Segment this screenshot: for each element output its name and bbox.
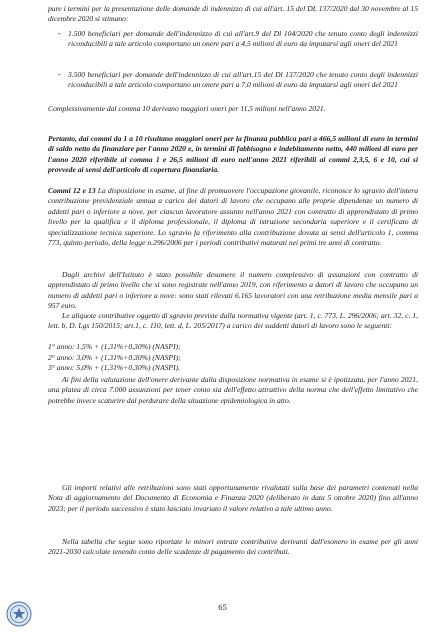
aliquota-anno-3: 3° anno: 5,0% + (1,31%+0,30%) (NASPI). bbox=[48, 363, 181, 372]
bullet-item-1: 1.500 beneficiari per domande dell'indennizzo di cui all'art.9 del Dl 104/2020 che tenuto conto degli indennizzi riconducibili a tale articolo comportano un onere pari a 4,5 milioni di euro da imputarsi agli oneri del 2021 bbox=[68, 29, 418, 49]
paragraph-intro: pure i termini per la presentazione delle domande di indennizzo di cui all'art. 15 del DL 137/2020 dal 30 novembre al 15 dicembre 2020 si stimano: bbox=[48, 4, 418, 24]
bullet-item-2: 3.500 beneficiari per domande dell'indennizzo di cui all'art.15 del Dl 137/2020 che tenuto conto degli indennizzi riconducibili a tale articolo comportano un onere pari a 7,0 milioni di euro da imputarsi agli oneri del 2021 bbox=[68, 70, 418, 90]
page-number: 65 bbox=[218, 602, 227, 612]
paragraph-tabella-intro: Nella tabella che segue sono riportate le minori entrate contributive derivanti dall'esonero in esame per gli anni 2021-2030 calcolate tenendo conto delle scadenze di pagamento dei contributi. bbox=[48, 537, 418, 557]
paragraph-total-comma-10: Complessivamente dal comma 10 derivano maggiori oneri per 11,5 milioni nell'anno 2021. bbox=[48, 104, 326, 113]
bullet-dash-2: - bbox=[58, 70, 61, 79]
aliquota-anno-1: 1° anno: 1,5% + (1,31%+0,30%) (NASPI); bbox=[48, 342, 181, 351]
paragraph-archivi: Dagli archivi dell'Istituto è stato possibile desumere il numero complessivo di assunzioni con contratto di apprendistato di primo livello che si sono registrate nell'anno 2019, con riferimento a datori di lavoro che occupano un numero di addetti pari o inferiore a nove: sono stati rilevati 6.165 lavoratori con una retribuzione media mensile pari a 957 euro. bbox=[48, 270, 418, 311]
paragraph-valutazione-onere: Ai fini della valutazione dell'onere derivante dalla disposizione normativa in esame si è ipotizzata, per l'anno 2021, una platea di circa 7.000 assunzioni per tener conto sia dell'effetto attrattivo della norma che dell'effetto limitativo che potrebbe invece scaturire dal perdurare della situazione epidemiologica in atto. bbox=[48, 375, 418, 405]
heading-commi-12-13: Commi 12 e 13 bbox=[48, 186, 96, 195]
paragraph-importi-retribuzioni: Gli importi relativi alle retribuzioni sono stati opportunamente rivalutati sulla base dei parametri contenuti nella Nota di aggiornamento del Documento di Economia e Finanza 2020 (deliberato in data 5 ottobre 2020) fino all'anno 2023; per il periodo successivo è stato lasciato invariato il valore relativo a tale ultimo anno. bbox=[48, 483, 418, 513]
aliquota-anno-2: 2° anno: 3,0% + (1,31%+0,30%) (NASPI); bbox=[48, 353, 181, 362]
bullet-dash-1: - bbox=[58, 29, 61, 38]
paragraph-commi-12-13 bbox=[48, 186, 418, 248]
paragraph-aliquote: Le aliquote contributive oggetto di sgravio previste dalla normativa vigente (art. 1, c. 773, L. 296/2006; art. 32, c. 1, lett. b, D. Lgs 150/2015; art.1, c. 110, lett. d, L. 205/2017) a carico dei suddetti datori di lavoro sono le seguenti: bbox=[48, 311, 418, 331]
paragraph-commi-12-13-body: La disposizione in esame, al fine di promuovere l'occupazione giovanile, riconosce lo sgravio dell'intera contribuzione previdenziale annua a carico dei datori di lavoro che occupano alle proprie dipendenze un numero di addetti pari o inferiore a nove, per ciascun lavoratore assunto nell'anno 2021 con contratto di apprendistato di primo livello per la qualifica e il diploma professionale, il diploma di istruzione secondaria superiore e il certificato di specializzazione tecnica superiore. Lo sgravio fa riferimento alla contribuzione dovuta ai sensi dell'articolo 1, comma 773, quinto periodo, della legge n.296/2006 per i periodi contributivi maturati nei primi tre anni di contratto. bbox=[48, 186, 418, 248]
paragraph-summary-bold: Pertanto, dai commi da 1 a 10 risultano maggiori oneri per la finanza pubblica pari a 466,5 milioni di euro in termini di saldo netto da finanziare per l'anno 2020 e, in termini di fabbisogno e indebitamento netto, 440 milioni di euro per l'anno 2020 riferibile al comma 1 e 26,5 milioni di euro nell'anno 2021 riferibili ai commi 2,3,5, 6 e 10, cui si provvede ai sensi dell'articolo di copertura finanziaria. bbox=[48, 134, 418, 175]
